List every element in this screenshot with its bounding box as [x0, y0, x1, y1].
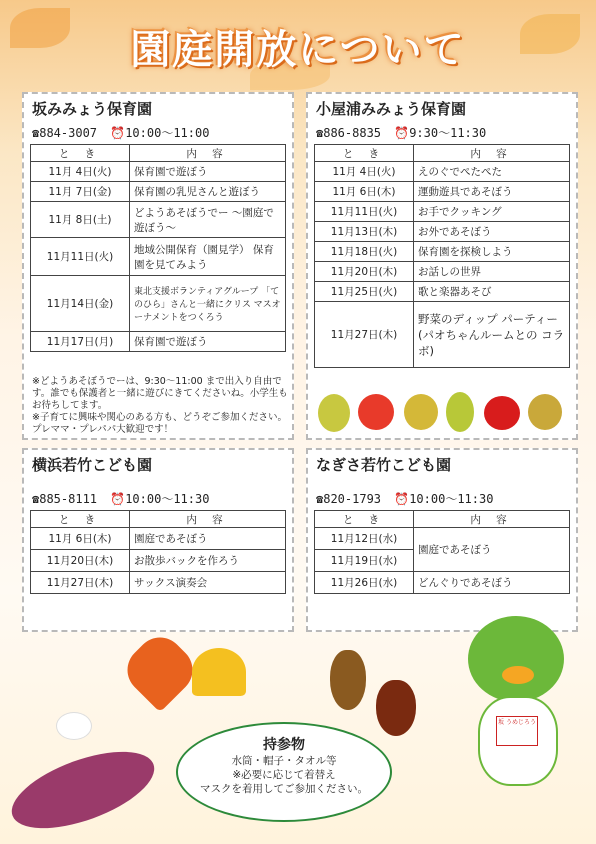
panel-title: なぎさ若竹こども園 — [316, 456, 452, 474]
panel-title: 横浜若竹こども園 — [32, 456, 153, 474]
panel-contact — [316, 124, 492, 141]
panel-yokohama — [22, 448, 294, 632]
header-content: 内 容 — [414, 511, 570, 528]
panel-title: 小屋浦みみょう保育園 — [316, 100, 467, 118]
row-date: 11月17日(月) — [31, 332, 130, 352]
table-row — [31, 182, 286, 202]
mascot-badge: 坂 うめじろう — [496, 716, 538, 746]
row-content: お話しの世界 — [414, 262, 570, 282]
popcorn-icon — [56, 712, 92, 740]
row-content: 保育園を探検しよう — [414, 242, 570, 262]
table-row — [31, 528, 286, 550]
row-date: 11月12日(水) — [315, 528, 414, 550]
bubble-line: ※必要に応じて着替え — [232, 769, 336, 781]
acorn-icon — [376, 680, 416, 736]
row-content: どんぐりであそぼう — [414, 572, 570, 594]
apple-icon — [358, 394, 394, 430]
row-date: 11月 8日(土) — [31, 202, 130, 238]
panel-contact — [32, 124, 215, 141]
row-content: 歌と楽器あそび — [414, 282, 570, 302]
note-text: ※子育てに興味や関心のある方も、どうぞご参加ください。プレママ・プレパパ大歓迎です！ — [32, 412, 287, 435]
table-row — [31, 238, 286, 276]
panel-contact — [32, 490, 215, 507]
open-hours: ⏰10:00〜11:30 — [394, 492, 494, 506]
mascot-beak — [502, 666, 534, 684]
row-content: 園庭であそぼう — [130, 528, 286, 550]
acorn-icon — [330, 650, 366, 710]
row-date: 11月14日(金) — [31, 276, 130, 332]
phone-number: ☎884-3007 — [32, 126, 98, 140]
row-date: 11月 7日(金) — [31, 182, 130, 202]
pear-icon — [404, 394, 438, 430]
table-row — [315, 222, 570, 242]
schedule-table — [314, 510, 570, 594]
schedule-table — [30, 144, 286, 352]
pear-icon — [318, 394, 350, 432]
sweet-potato-icon — [2, 736, 163, 844]
table-row — [315, 282, 570, 302]
table-row — [315, 162, 570, 182]
mascot-bird — [448, 616, 578, 816]
table-row — [315, 572, 570, 594]
open-hours: ⏰10:00〜11:00 — [110, 126, 210, 140]
row-date: 11月27日(木) — [31, 572, 130, 594]
panel-koya — [306, 92, 578, 440]
row-content-text: 園庭であそぼう — [418, 544, 492, 556]
row-content: どようあそぼうでー ～園庭で遊ぼう～ — [130, 202, 286, 238]
row-date: 11月 4日(火) — [315, 162, 414, 182]
table-row — [31, 162, 286, 182]
row-content: お手でクッキング — [414, 202, 570, 222]
table-header — [31, 511, 286, 528]
panel-saka — [22, 92, 294, 440]
table-row — [31, 332, 286, 352]
row-content: 保育園で遊ぼう — [130, 162, 286, 182]
table-row — [315, 202, 570, 222]
row-content: お散歩バックを作ろう — [130, 550, 286, 572]
table-row — [315, 262, 570, 282]
pear-icon — [446, 392, 474, 432]
table-row — [31, 572, 286, 594]
schedule-table — [314, 144, 570, 368]
row-content: えのぐでぺたぺた — [414, 162, 570, 182]
header-date: と き — [315, 511, 414, 528]
row-date: 11月25日(火) — [315, 282, 414, 302]
panel-title: 坂みみょう保育園 — [32, 100, 153, 118]
table-row — [315, 528, 570, 550]
header-date: と き — [315, 145, 414, 162]
row-date: 11月 4日(火) — [31, 162, 130, 182]
phone-number: ☎885-8111 — [32, 492, 98, 506]
row-date: 11月 6日(木) — [31, 528, 130, 550]
speech-bubble — [176, 722, 392, 822]
row-content — [414, 528, 570, 572]
table-header — [31, 145, 286, 162]
table-row — [315, 302, 570, 368]
panel-nagisa — [306, 448, 578, 632]
row-date: 11月11日(火) — [315, 202, 414, 222]
open-hours: ⏰10:00〜11:30 — [110, 492, 210, 506]
table-row — [31, 550, 286, 572]
bubble-line: 水筒・帽子・タオル等 — [231, 755, 337, 767]
row-date: 11月11日(火) — [31, 238, 130, 276]
row-date: 11月20日(木) — [31, 550, 130, 572]
table-row — [31, 202, 286, 238]
header-content: 内 容 — [130, 145, 286, 162]
header-date: と き — [31, 145, 130, 162]
bubble-title: 持参物 — [263, 737, 305, 753]
row-date: 11月13日(木) — [315, 222, 414, 242]
mascot-head — [468, 616, 564, 702]
phone-number: ☎820-1793 — [316, 492, 382, 506]
row-content: 保育園の乳児さんと遊ぼう — [130, 182, 286, 202]
row-content: 東北支援ボランティアグループ 「てのひら」さんと一緒にクリス マスオーナメントをつくろう — [130, 276, 286, 332]
ginkgo-leaf-icon — [192, 648, 246, 696]
page-title: 園庭開放について — [130, 27, 466, 73]
row-date: 11月18日(火) — [315, 242, 414, 262]
table-header — [315, 145, 570, 162]
table-row — [31, 276, 286, 332]
row-content: 地域公開保育（園見学） 保育園を見てみよう — [130, 238, 286, 276]
open-hours: ⏰9:30〜11:30 — [394, 126, 487, 140]
row-date: 11月19日(水) — [315, 550, 414, 572]
bubble-line: マスクを着用してご参加ください。 — [200, 783, 368, 795]
phone-number: ☎886-8835 — [316, 126, 382, 140]
maple-leaf-icon — [118, 628, 203, 713]
row-content: 運動遊具であそぼう — [414, 182, 570, 202]
table-row — [315, 242, 570, 262]
row-date: 11月20日(木) — [315, 262, 414, 282]
schedule-table — [30, 510, 286, 594]
row-date: 11月26日(水) — [315, 572, 414, 594]
row-date: 11月 6日(木) — [315, 182, 414, 202]
pear-icon — [528, 394, 562, 430]
header-date: と き — [31, 511, 130, 528]
apple-icon — [484, 396, 520, 430]
table-header — [315, 511, 570, 528]
row-content: 保育園で遊ぼう — [130, 332, 286, 352]
table-row — [315, 182, 570, 202]
panel-contact — [316, 490, 499, 507]
header-content: 内 容 — [130, 511, 286, 528]
header-content: 内 容 — [414, 145, 570, 162]
row-content: サックス演奏会 — [130, 572, 286, 594]
row-content: お外であそぼう — [414, 222, 570, 242]
note-text: ※どようあそぼうでーは、9:30〜11:00 まで出入り自由です。誰でも保護者と一緒に遊びにきてくださいね。小学生もお待ちしてます。 — [32, 376, 288, 411]
row-content: 野菜のディップ パーティー (パオちゃんルームとの コラボ) — [414, 302, 570, 368]
row-date: 11月27日(木) — [315, 302, 414, 368]
